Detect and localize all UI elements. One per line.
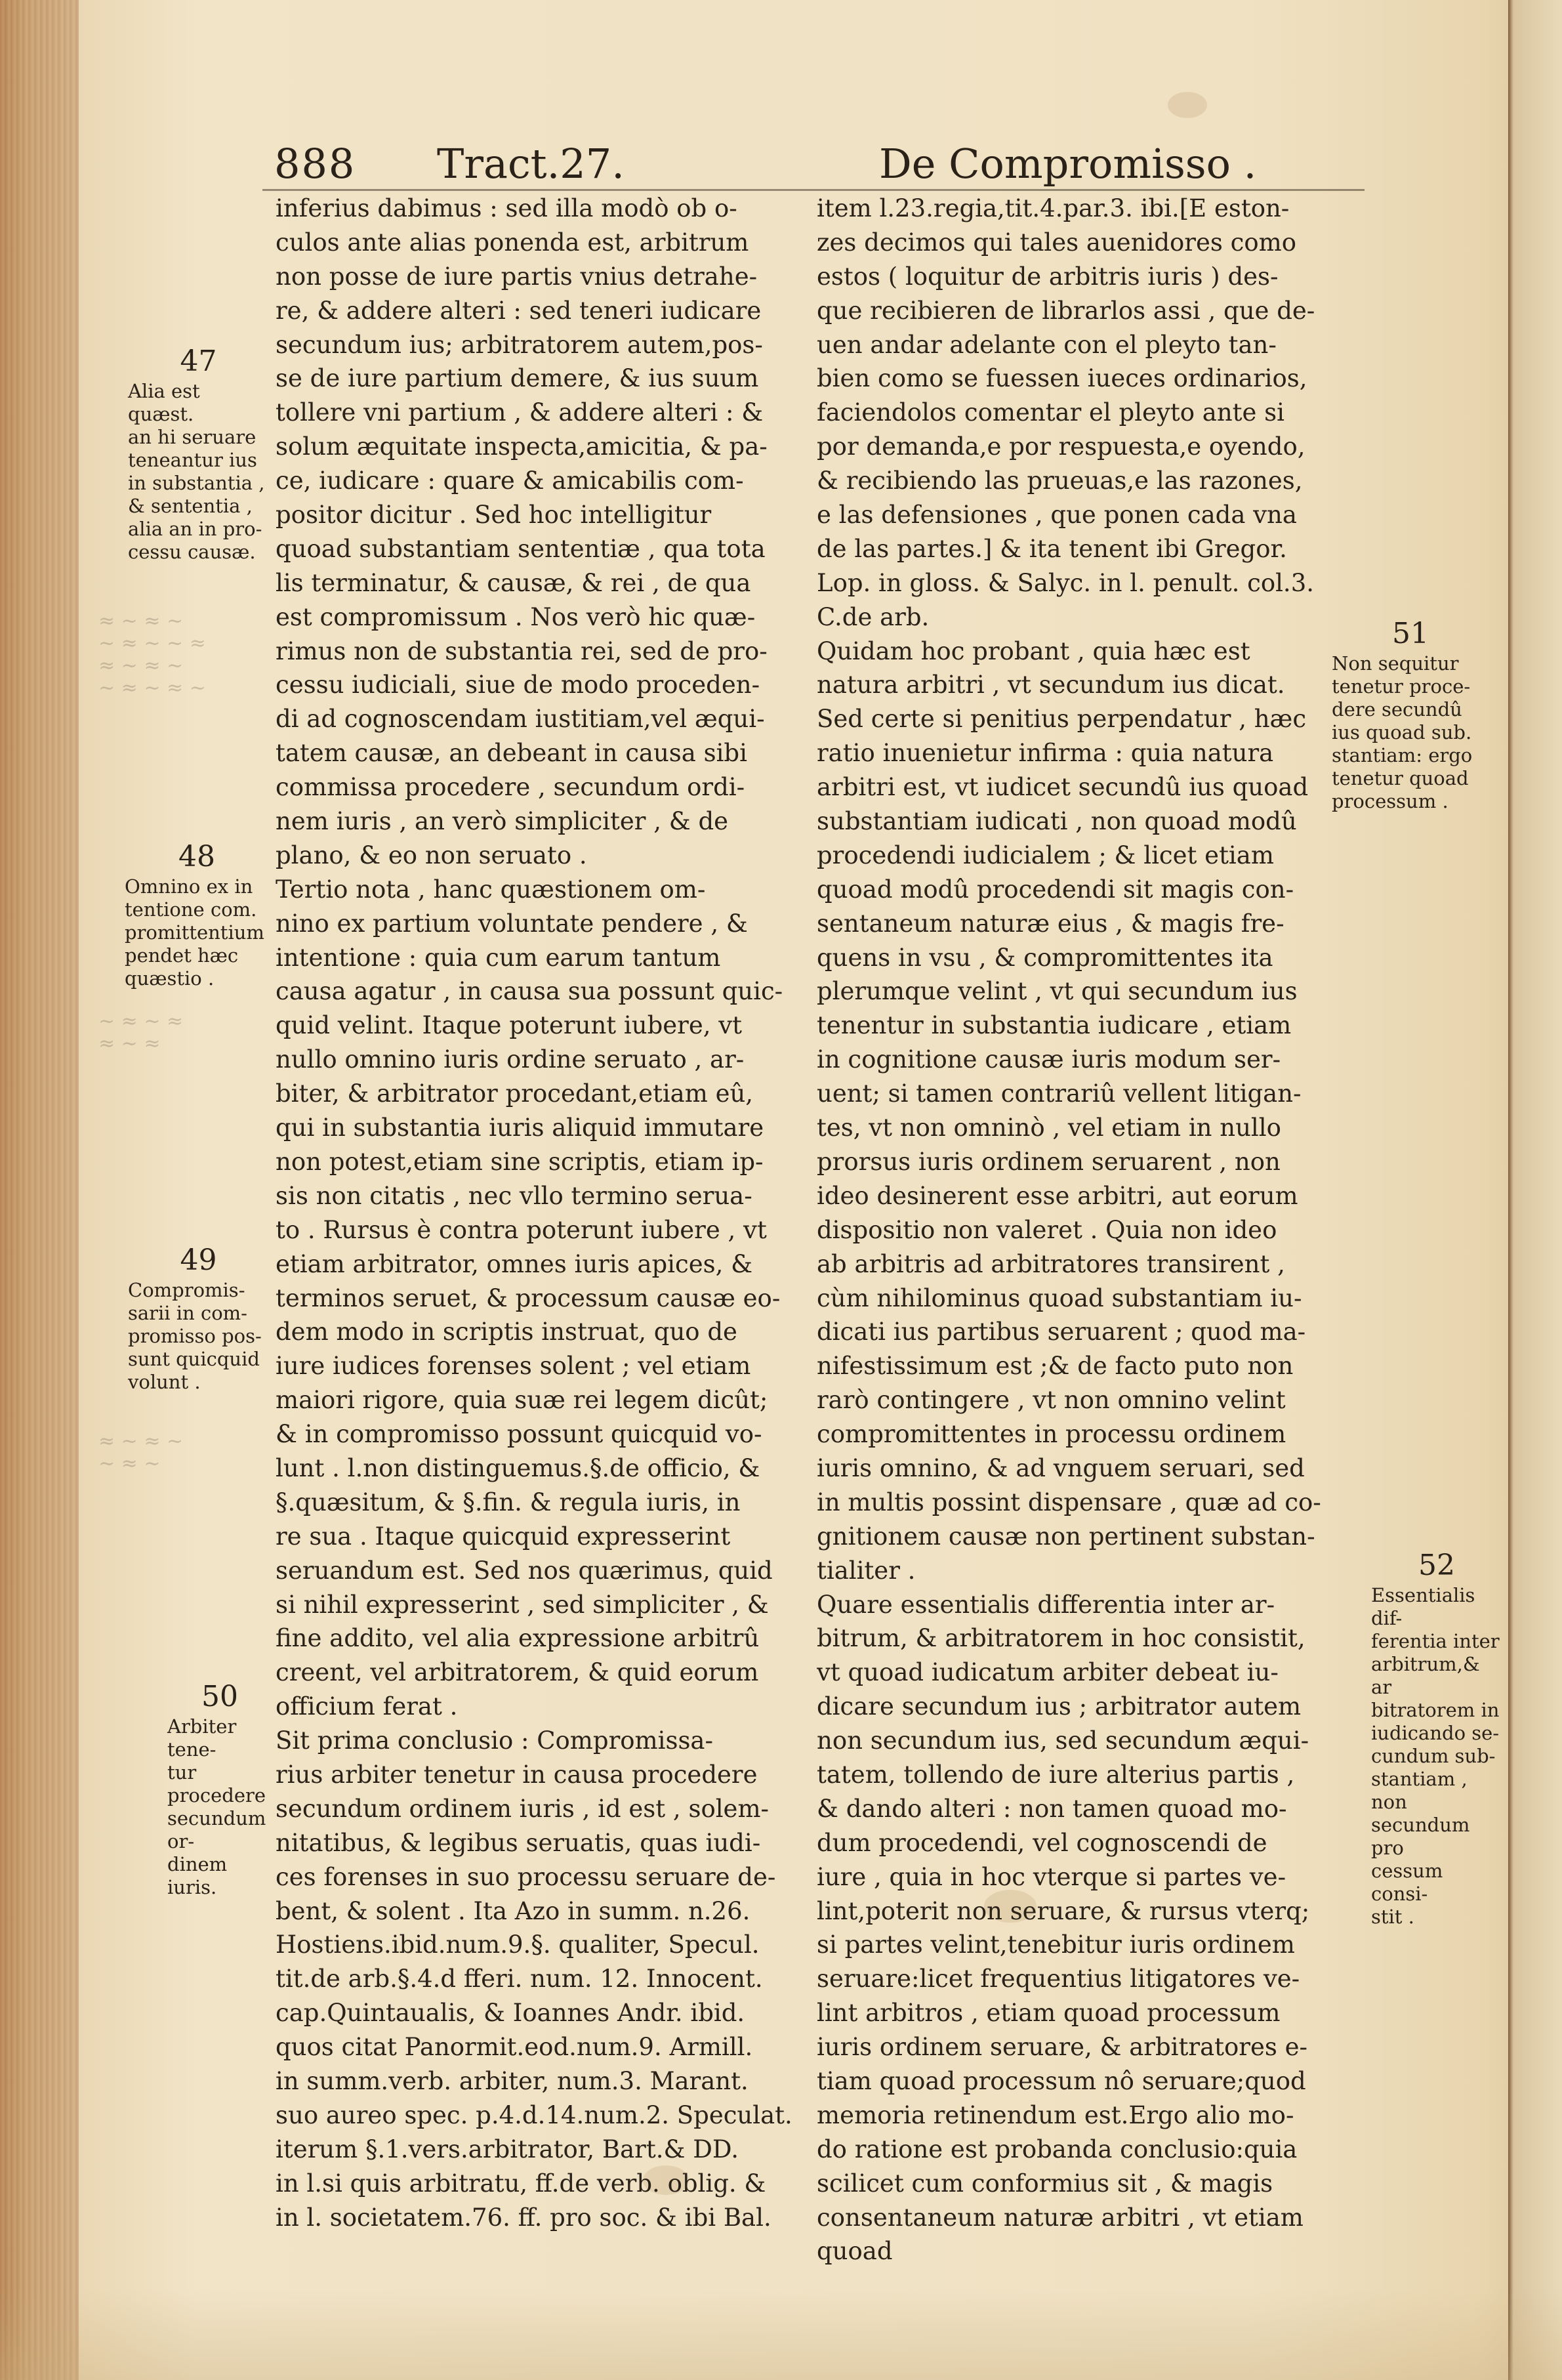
marginal-note-text: Non sequitur tenetur proce- dere secundû ius quoad sub. stantiam: ergo tenetur quoad processum . — [1332, 652, 1473, 812]
text-line: nem iuris , an verò simpliciter , & de — [276, 807, 729, 836]
text-line: Quidam hoc probant , quia hæc est — [817, 637, 1250, 665]
text-line: causa agatur , in causa sua possunt quic- — [276, 977, 783, 1006]
text-line: tenentur in substantia iudicare , etiam — [817, 1011, 1292, 1040]
text-line: lunt . l.non distinguemus.§.de officio, & — [276, 1453, 760, 1482]
paper-stain — [1168, 92, 1207, 118]
text-line: Lop. in gloss. & Salyc. in l. penult. col.3. — [817, 568, 1314, 597]
text-line: plano, & eo non seruato . — [276, 841, 587, 869]
marginal-note-52 — [1371, 1549, 1502, 1929]
text-line: sis non citatis , nec vllo termino serua- — [276, 1181, 752, 1210]
bleed-through-text: ≈ ∼ ≈ ∼ ∼ ≈ ∼ — [98, 1430, 184, 1475]
text-line: iuris omnino, & ad vnguem seruari, sed — [817, 1453, 1305, 1482]
marginal-note-number: 47 — [180, 344, 217, 378]
text-line: officium ferat . — [276, 1692, 458, 1721]
text-line: tatem, tollendo de iure alterius partis , — [817, 1760, 1295, 1789]
text-line: quoad modû procedendi sit magis con- — [817, 875, 1294, 904]
text-line: nifestissimum est ;& de facto puto non — [817, 1352, 1294, 1381]
text-line: tit.de arb.§.4.d fferi. num. 12. Innocent. — [276, 1965, 763, 1994]
text-line: si partes velint,tenebitur iuris ordinem — [817, 1931, 1295, 1959]
text-line: non potest,etiam sine scriptis, etiam ip- — [276, 1147, 764, 1176]
text-line: in multis possint dispensare , quæ ad co- — [817, 1488, 1321, 1516]
text-line: do ratione est probanda conclusio:quia — [817, 2135, 1298, 2163]
marginal-note-number: 52 — [1418, 1549, 1455, 1582]
text-line: uent; si tamen contrariû vellent litigan- — [817, 1079, 1302, 1108]
text-line: cap.Quintaualis, & Ioannes Andr. ibid. — [276, 1999, 745, 2028]
text-line: ce, iudicare : quare & amicabilis com- — [276, 467, 744, 495]
text-line: to . Rursus è contra poterunt iubere , vt — [276, 1215, 767, 1244]
text-line: maiori rigore, quia suæ rei legem dicût; — [276, 1386, 768, 1415]
text-line: & recibiendo las prueuas,e las razones, — [817, 467, 1303, 495]
text-line: di ad cognoscendam iustitiam,vel æqui- — [276, 705, 765, 734]
text-line: tes, vt non omninò , vel etiam in nullo — [817, 1114, 1281, 1142]
marginal-note-text: Omnino ex in tentione com. promittentium pendet hæc quæstio . — [125, 875, 264, 990]
text-line: intentione : quia cum earum tantum — [276, 943, 721, 972]
marginal-note-number: 48 — [178, 840, 215, 873]
text-line: biter, & arbitrator procedant,etiam eû, — [276, 1079, 754, 1108]
text-line: positor dicitur . Sed hoc intelligitur — [276, 501, 712, 530]
text-line: tialiter . — [817, 1556, 916, 1585]
text-line: re sua . Itaque quicquid expresserint — [276, 1522, 731, 1551]
text-line: vt quoad iudicatum arbiter debeat iu- — [817, 1658, 1279, 1687]
text-line: §.quæsitum, & §.fin. & regula iuris, in — [276, 1488, 741, 1516]
header-rule — [262, 189, 1365, 191]
text-line: uen andar adelante con el pleyto tan- — [817, 330, 1277, 359]
text-line: e las defensiones , que ponen cada vna — [817, 501, 1297, 530]
running-title-left: Tract.27. — [437, 140, 625, 188]
marginal-note-48 — [125, 840, 269, 990]
text-line: tollere vni partium , & addere alteri : & — [276, 398, 764, 427]
text-line: culos ante alias ponenda est, arbitrum — [276, 228, 749, 257]
text-line: substantiam iudicati , non quoad modû — [817, 807, 1297, 836]
text-line: nullo omnino iuris ordine seruato , ar- — [276, 1045, 745, 1074]
text-line: Sed certe si penitius perpendatur , hæc — [817, 705, 1307, 734]
text-line: commissa procedere , secundum ordi- — [276, 773, 745, 802]
text-line: zes decimos qui tales auenidores como — [817, 228, 1297, 257]
page-number: 888 — [274, 140, 356, 188]
text-line: tatem causæ, an debeant in causa sibi — [276, 739, 747, 768]
text-line: solum æquitate inspecta,amicitia, & pa- — [276, 432, 768, 461]
text-line: dem modo in scriptis instruat, quo de — [276, 1318, 737, 1347]
text-line: re, & addere alteri : sed teneri iudicare — [276, 296, 762, 325]
text-line: secundum ius; arbitratorem autem,pos- — [276, 330, 763, 359]
text-line: nitatibus, & legibus seruatis, quas iudi- — [276, 1828, 761, 1857]
text-line: rimus non de substantia rei, sed de pro- — [276, 637, 768, 665]
text-line: rius arbiter tenetur in causa procedere — [276, 1760, 758, 1789]
text-line: terminos seruet, & processum causæ eo- — [276, 1284, 781, 1312]
text-line: lint arbitros , etiam quoad processum — [817, 1999, 1281, 2028]
text-line: nino ex partium voluntate pendere , & — [276, 909, 748, 938]
text-line: ideo desinerent esse arbitri, aut eorum — [817, 1181, 1298, 1210]
text-line: compromittentes in processu ordinem — [817, 1420, 1286, 1449]
marginal-note-text: Compromis- sarii in com- promisso pos- sunt quicquid volunt . — [128, 1279, 262, 1393]
right-text-column — [817, 192, 1348, 2268]
text-line: bitrum, & arbitratorem in hoc consistit, — [817, 1624, 1305, 1653]
text-line: dicare secundum ius ; arbitrator autem — [817, 1692, 1302, 1721]
text-line: bien como se fuessen iueces ordinarios, — [817, 364, 1307, 393]
text-line: Quare essentialis differentia inter ar- — [817, 1590, 1275, 1619]
text-line: gnitionem causæ non pertinent substan- — [817, 1522, 1315, 1551]
text-line: item l.23.regia,tit.4.par.3. ibi.[E eston- — [817, 194, 1290, 222]
text-line: iure , quia in hoc vterque si partes ve- — [817, 1862, 1286, 1891]
text-line: iuris ordinem seruare, & arbitratores e- — [817, 2033, 1308, 2062]
marginal-note-text: Essentialis dif- ferentia inter arbitrum,& ar bitratorem in iudicando se- cundum sub- stantiam , non secundum pro cessum consi- stit . — [1371, 1584, 1500, 1928]
marginal-note-text: Arbiter tene- tur procedere secundum or- dinem iuris. — [167, 1715, 266, 1898]
bleed-through-text: ∼ ≈ ∼ ≈ ≈ ∼ ≈ — [98, 1010, 184, 1055]
running-title-right: De Compromisso . — [879, 140, 1257, 188]
text-line: natura arbitri , vt secundum ius dicat. — [817, 671, 1285, 699]
text-line: memoria retinendum est.Ergo alio mo- — [817, 2100, 1294, 2129]
text-line: prorsus iuris ordinem seruarent , non — [817, 1147, 1281, 1176]
text-line: Hostiens.ibid.num.9.§. qualiter, Specul. — [276, 1931, 760, 1959]
text-line: C.de arb. — [817, 602, 930, 631]
text-line: lis terminatur, & causæ, & rei , de qua — [276, 568, 751, 597]
text-line: consentaneum naturæ arbitri , vt etiam — [817, 2203, 1304, 2232]
text-line: faciendolos comentar el pleyto ante si — [817, 398, 1285, 427]
text-line: tiam quoad processum nô seruare;quod — [817, 2066, 1306, 2095]
text-line: por demanda,e por respuesta,e oyendo, — [817, 432, 1305, 461]
text-line: secundum ordinem iuris , id est , solem- — [276, 1794, 770, 1823]
text-line: est compromissum . Nos verò hic quæ- — [276, 602, 756, 631]
text-line: dicati ius partibus seruarent ; quod ma- — [817, 1318, 1306, 1347]
text-line: de las partes.] & ita tenent ibi Gregor. — [817, 534, 1287, 563]
marginal-note-text: Alia est quæst. an hi seruare teneantur ius in substantia , & sententia , alia an in pro- cessu causæ. — [128, 380, 265, 563]
text-line: plerumque velint , vt qui secundum ius — [817, 977, 1298, 1006]
text-line: Sit prima conclusio : Compromissa- — [276, 1726, 713, 1755]
marginal-note-number: 49 — [180, 1243, 217, 1277]
text-line: in l.si quis arbitratu, ff.de verb. oblig. & — [276, 2169, 766, 2198]
marginal-note-51 — [1332, 617, 1489, 813]
text-line: qui in substantia iuris aliquid immutare — [276, 1114, 764, 1142]
text-line: quens in vsu , & compromittentes ita — [817, 943, 1273, 972]
text-line: lint,poterit non seruare, & rursus vterq; — [817, 1896, 1310, 1925]
marginal-note-50 — [167, 1680, 272, 1899]
text-line: que recibieren de librarlos assi , que de- — [817, 296, 1315, 325]
text-line: sentaneum naturæ eius , & magis fre- — [817, 909, 1285, 938]
marginal-note-47 — [128, 344, 269, 564]
book-spine-edge — [0, 0, 79, 2380]
text-line: suo aureo spec. p.4.d.14.num.2. Speculat. — [276, 2100, 792, 2129]
text-line: rarò contingere , vt non omnino velint — [817, 1386, 1286, 1415]
text-line: se de iure partium demere, & ius suum — [276, 364, 759, 393]
text-line: non posse de iure partis vnius detrahe- — [276, 262, 758, 291]
text-line: creent, vel arbitratorem, & quid eorum — [276, 1658, 759, 1687]
text-line: ab arbitris ad arbitratores transirent , — [817, 1249, 1285, 1278]
text-line: si nihil expresserint , sed simpliciter , & — [276, 1590, 769, 1619]
text-line: iterum §.1.vers.arbitrator, Bart.& DD. — [276, 2135, 739, 2163]
text-line: quid velint. Itaque poterunt iubere, vt — [276, 1011, 743, 1040]
text-line: quoad — [817, 2237, 893, 2266]
text-line: in summ.verb. arbiter, num.3. Marant. — [276, 2066, 749, 2095]
text-line: cessu iudiciali, siue de modo proceden- — [276, 671, 760, 699]
text-line: estos ( loquitur de arbitris iuris ) des- — [817, 262, 1279, 291]
text-line: bent, & solent . Ita Azo in summ. n.26. — [276, 1896, 750, 1925]
bleed-through-text: ≈ ∼ ≈ ∼ ∼ ≈ ∼ ∼ ≈ ≈ ∼ ≈ ∼ ∼ ≈ ∼ ≈ ∼ — [98, 610, 206, 699]
left-text-column — [276, 192, 807, 2234]
marginal-note-49 — [128, 1243, 269, 1394]
text-line: seruare:licet frequentius litigatores ve- — [817, 1965, 1300, 1994]
text-line: fine addito, vel alia expressione arbitrû — [276, 1624, 760, 1653]
text-line: dispositio non valeret . Quia non ideo — [817, 1215, 1277, 1244]
text-line: quoad substantiam sententiæ , qua tota — [276, 534, 766, 563]
text-line: dum procedendi, vel cognoscendi de — [817, 1828, 1267, 1857]
text-line: ratio inuenietur infirma : quia natura — [817, 739, 1274, 768]
adjacent-page-edge — [1508, 0, 1562, 2380]
text-line: quos citat Panormit.eod.num.9. Armill. — [276, 2033, 753, 2062]
text-line: cùm nihilominus quoad substantiam iu- — [817, 1284, 1302, 1312]
text-line: seruandum est. Sed nos quærimus, quid — [276, 1556, 773, 1585]
text-line: ces forenses in suo processu seruare de- — [276, 1862, 776, 1891]
text-line: in cognitione causæ iuris modum ser- — [817, 1045, 1281, 1074]
text-line: iure iudices forenses solent ; vel etiam — [276, 1352, 751, 1381]
page-shadow — [0, 2288, 1562, 2380]
text-line: in l. societatem.76. ff. pro soc. & ibi Bal. — [276, 2203, 771, 2232]
text-line: procedendi iudicialem ; & licet etiam — [817, 841, 1274, 869]
text-line: arbitri est, vt iudicet secundû ius quoad — [817, 773, 1309, 802]
text-line: Tertio nota , hanc quæstionem om- — [276, 875, 706, 904]
text-line: & dando alteri : non tamen quoad mo- — [817, 1794, 1287, 1823]
text-line: etiam arbitrator, omnes iuris apices, & — [276, 1249, 753, 1278]
text-line: non secundum ius, sed secundum æqui- — [817, 1726, 1309, 1755]
text-line: & in compromisso possunt quicquid vo- — [276, 1420, 762, 1449]
marginal-note-number: 50 — [201, 1680, 238, 1713]
text-line: inferius dabimus : sed illa modò ob o- — [276, 194, 737, 222]
text-line: scilicet cum conformius sit , & magis — [817, 2169, 1273, 2198]
marginal-note-number: 51 — [1392, 617, 1429, 650]
